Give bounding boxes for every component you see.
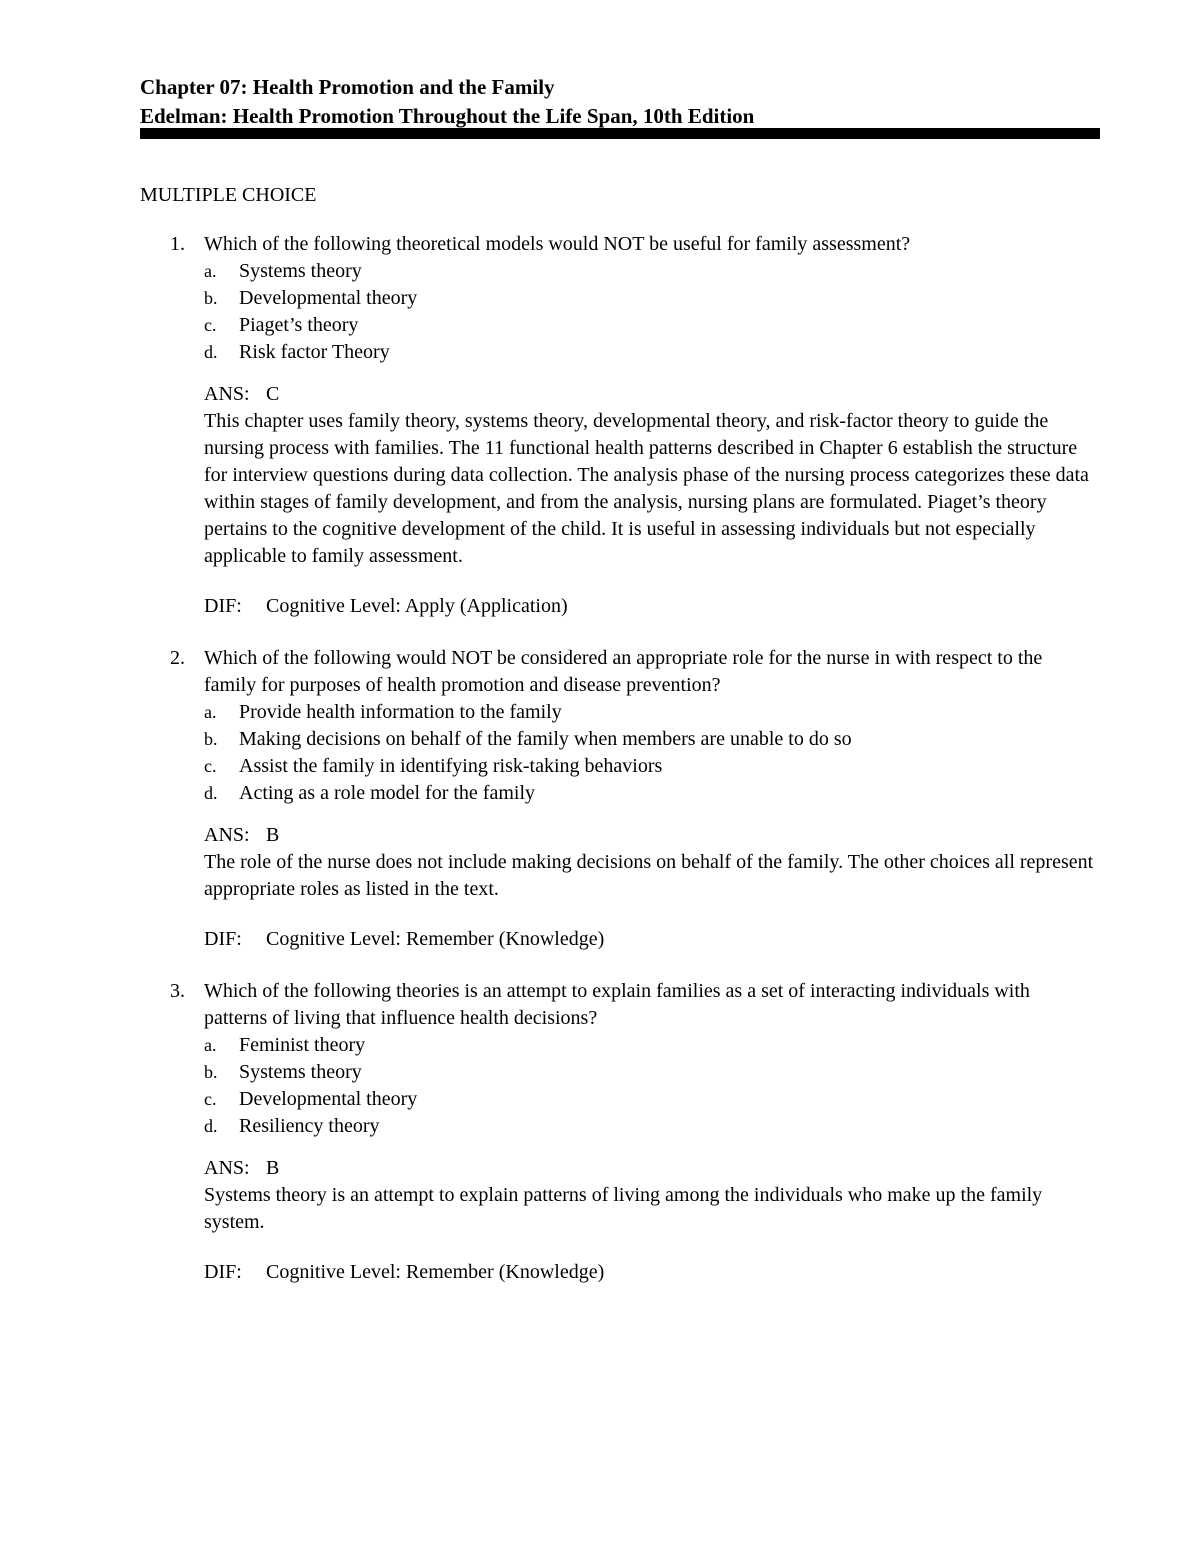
answer-row	[204, 1155, 1094, 1182]
choice-a	[204, 699, 1094, 726]
book-title: Edelman: Health Promotion Throughout the Life Span, 10th Edition	[140, 104, 755, 128]
choice-a	[204, 258, 1094, 285]
header-rule	[140, 128, 1100, 139]
question-3	[140, 978, 1100, 1286]
answer-block	[204, 1155, 1094, 1236]
choice-text: Feminist theory	[239, 1034, 366, 1056]
choice-letter: d.	[204, 783, 218, 803]
choice-letter: a.	[204, 702, 217, 722]
answer-row	[204, 822, 1094, 849]
answer-block	[204, 381, 1094, 570]
rationale-text: The role of the nurse does not include making decisions on behalf of the family. The other choices all represent appropriate roles as listed in the text.	[204, 851, 1094, 900]
question-stem: Which of the following would NOT be considered an appropriate role for the nurse in with respect to the family for purposes of health promotion and disease prevention?	[204, 647, 1043, 696]
choice-letter: d.	[204, 1116, 218, 1136]
chapter-title: Chapter 07: Health Promotion and the Family	[140, 75, 555, 99]
choice-c	[204, 1086, 1094, 1113]
choice-text: Assist the family in identifying risk-taking behaviors	[239, 755, 663, 777]
choice-list	[204, 1032, 1094, 1140]
choice-letter: b.	[204, 288, 218, 308]
choice-text: Acting as a role model for the family	[239, 782, 536, 804]
choice-letter: a.	[204, 1035, 217, 1055]
choice-d	[204, 1113, 1094, 1140]
rationale-text: This chapter uses family theory, systems theory, developmental theory, and risk-factor theory to guide the nursing process with families. The 11 functional health patterns described in Chapter 6 establish the structure for interview questions during data collection. The analysis phase of the nursing process categorizes these data within stages of family development, and from the analysis, nursing plans are formulated. Piaget’s theory pertains to the cognitive development of the child. It is useful in assessing individuals but not especially applicable to family assessment.	[204, 410, 1089, 567]
choice-letter: b.	[204, 729, 218, 749]
question-stem: Which of the following theoretical models would NOT be useful for family assessment?	[204, 233, 911, 255]
choice-text: Systems theory	[239, 1061, 362, 1083]
choice-letter: c.	[204, 1089, 217, 1109]
choice-b	[204, 285, 1094, 312]
section-title: MULTIPLE CHOICE	[140, 184, 317, 206]
choice-letter: a.	[204, 261, 217, 281]
question-1	[140, 231, 1100, 620]
choice-text: Making decisions on behalf of the family when members are unable to do so	[239, 728, 852, 750]
answer-label: ANS:	[204, 383, 250, 405]
answer-block	[204, 822, 1094, 903]
choice-text: Provide health information to the family	[239, 701, 562, 723]
answer-value: B	[266, 824, 280, 846]
choice-list	[204, 258, 1094, 366]
question-number: 1.	[170, 233, 185, 255]
choice-text: Risk factor Theory	[239, 341, 390, 363]
difficulty-value: Cognitive Level: Remember (Knowledge)	[266, 928, 605, 950]
choice-list	[204, 699, 1094, 807]
choice-d	[204, 339, 1094, 366]
choice-letter: b.	[204, 1062, 218, 1082]
difficulty-value: Cognitive Level: Remember (Knowledge)	[266, 1261, 605, 1283]
difficulty-row	[204, 593, 1094, 620]
difficulty-label: DIF:	[204, 595, 242, 617]
question-number: 3.	[170, 980, 185, 1002]
answer-row	[204, 381, 1094, 408]
choice-letter: d.	[204, 342, 218, 362]
choice-text: Resiliency theory	[239, 1115, 380, 1137]
difficulty-label: DIF:	[204, 1261, 242, 1283]
choice-b	[204, 1059, 1094, 1086]
difficulty-row	[204, 1259, 1094, 1286]
answer-label: ANS:	[204, 1157, 250, 1179]
difficulty-row	[204, 926, 1094, 953]
choice-c	[204, 312, 1094, 339]
choice-d	[204, 780, 1094, 807]
choice-text: Developmental theory	[239, 287, 418, 309]
choice-letter: c.	[204, 315, 217, 335]
document-header	[140, 73, 1100, 131]
rationale-text: Systems theory is an attempt to explain patterns of living among the individuals who make up the family system.	[204, 1184, 1043, 1233]
choice-text: Piaget’s theory	[239, 314, 359, 336]
answer-label: ANS:	[204, 824, 250, 846]
question-stem: Which of the following theories is an attempt to explain families as a set of interacting individuals with patterns of living that influence health decisions?	[204, 980, 1030, 1029]
difficulty-label: DIF:	[204, 928, 242, 950]
choice-text: Systems theory	[239, 260, 362, 282]
answer-value: C	[266, 383, 280, 405]
choice-text: Developmental theory	[239, 1088, 418, 1110]
choice-c	[204, 753, 1094, 780]
difficulty-value: Cognitive Level: Apply (Application)	[266, 595, 568, 617]
question-list	[140, 231, 1100, 1311]
choice-a	[204, 1032, 1094, 1059]
answer-value: B	[266, 1157, 280, 1179]
choice-b	[204, 726, 1094, 753]
choice-letter: c.	[204, 756, 217, 776]
question-2	[140, 645, 1100, 953]
question-number: 2.	[170, 647, 185, 669]
